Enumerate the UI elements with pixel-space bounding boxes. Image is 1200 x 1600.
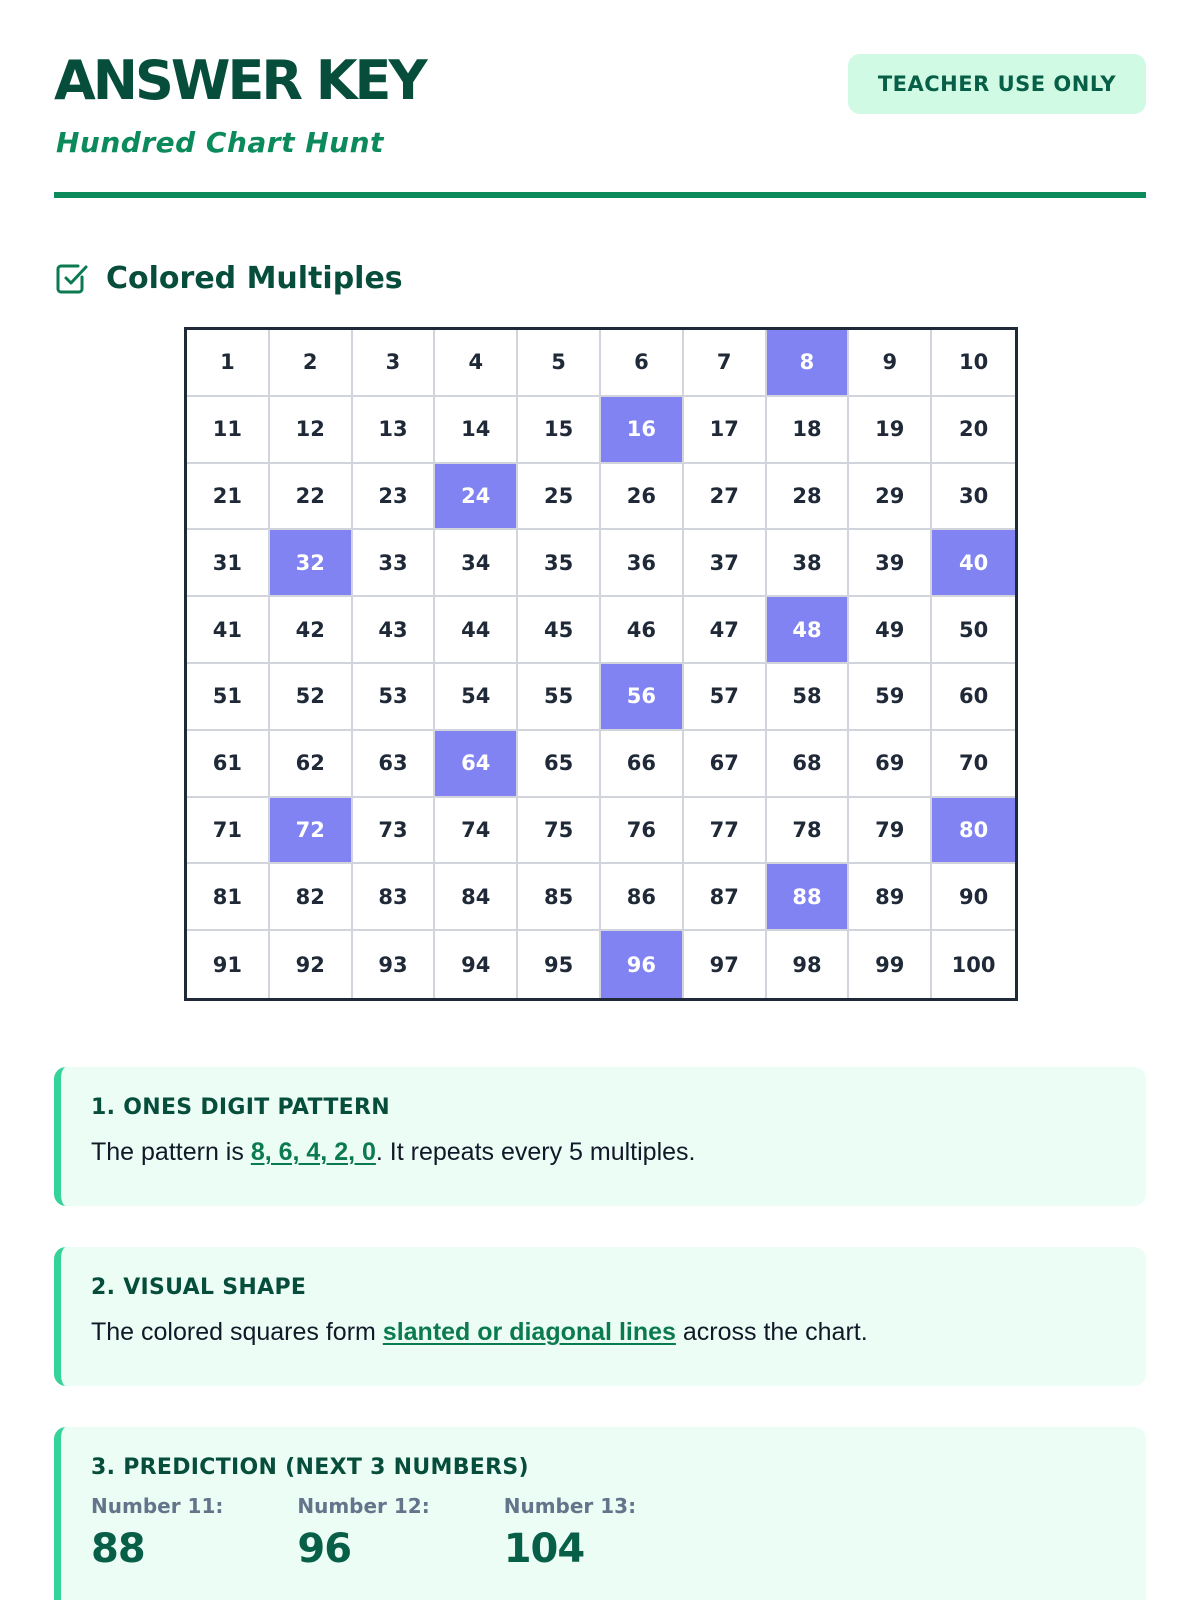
chart-cell: 3 xyxy=(353,330,436,397)
chart-cell: 87 xyxy=(684,864,767,931)
card-text xyxy=(91,1138,1116,1167)
visual-shape-card xyxy=(54,1247,1146,1386)
card-heading: 1. ONES DIGIT PATTERN xyxy=(91,1095,390,1120)
chart-cell: 83 xyxy=(353,864,436,931)
prediction-label: Number 12: xyxy=(297,1494,430,1518)
highlighted-chart-cell: 8 xyxy=(767,330,850,397)
highlighted-chart-cell: 72 xyxy=(270,798,353,865)
chart-cell: 73 xyxy=(353,798,436,865)
chart-cell: 100 xyxy=(932,931,1015,998)
chart-cell: 54 xyxy=(435,664,518,731)
chart-cell: 17 xyxy=(684,397,767,464)
text-after: . It repeats every 5 multiples. xyxy=(375,1138,696,1166)
text-before: The pattern is xyxy=(91,1138,251,1166)
chart-cell: 27 xyxy=(684,464,767,531)
highlighted-chart-cell: 48 xyxy=(767,597,850,664)
chart-cell: 99 xyxy=(849,931,932,998)
chart-cell: 95 xyxy=(518,931,601,998)
chart-cell: 82 xyxy=(270,864,353,931)
answer-text: slanted or diagonal lines xyxy=(382,1318,676,1346)
chart-cell: 19 xyxy=(849,397,932,464)
section-heading xyxy=(54,256,403,300)
chart-cell: 38 xyxy=(767,530,850,597)
chart-cell: 71 xyxy=(187,798,270,865)
chart-cell: 28 xyxy=(767,464,850,531)
chart-cell: 36 xyxy=(601,530,684,597)
card-text xyxy=(91,1318,1116,1347)
chart-cell: 46 xyxy=(601,597,684,664)
highlighted-chart-cell: 16 xyxy=(601,397,684,464)
chart-cell: 58 xyxy=(767,664,850,731)
chart-cell: 53 xyxy=(353,664,436,731)
chart-cell: 22 xyxy=(270,464,353,531)
prediction-label: Number 11: xyxy=(91,1494,224,1518)
chart-cell: 86 xyxy=(601,864,684,931)
chart-cell: 42 xyxy=(270,597,353,664)
prediction-value: 104 xyxy=(503,1526,585,1572)
chart-cell: 63 xyxy=(353,731,436,798)
chart-cell: 47 xyxy=(684,597,767,664)
chart-cell: 6 xyxy=(601,330,684,397)
chart-cell: 39 xyxy=(849,530,932,597)
chart-cell: 93 xyxy=(353,931,436,998)
chart-cell: 4 xyxy=(435,330,518,397)
highlighted-chart-cell: 80 xyxy=(932,798,1015,865)
chart-cell: 1 xyxy=(187,330,270,397)
chart-cell: 50 xyxy=(932,597,1015,664)
chart-cell: 98 xyxy=(767,931,850,998)
prediction-label: Number 13: xyxy=(503,1494,637,1518)
chart-cell: 49 xyxy=(849,597,932,664)
teacher-badge: TEACHER USE ONLY xyxy=(848,54,1146,114)
highlighted-chart-cell: 88 xyxy=(767,864,850,931)
chart-cell: 61 xyxy=(187,731,270,798)
chart-cell: 29 xyxy=(849,464,932,531)
highlighted-chart-cell: 32 xyxy=(270,530,353,597)
text-before: The colored squares form xyxy=(91,1318,383,1346)
chart-cell: 37 xyxy=(684,530,767,597)
chart-cell: 21 xyxy=(187,464,270,531)
chart-cell: 34 xyxy=(435,530,518,597)
chart-cell: 26 xyxy=(601,464,684,531)
chart-cell: 66 xyxy=(601,731,684,798)
chart-cell: 10 xyxy=(932,330,1015,397)
chart-cell: 84 xyxy=(435,864,518,931)
chart-cell: 23 xyxy=(353,464,436,531)
highlighted-chart-cell: 24 xyxy=(435,464,518,531)
chart-cell: 77 xyxy=(684,798,767,865)
chart-cell: 15 xyxy=(518,397,601,464)
chart-cell: 25 xyxy=(518,464,601,531)
chart-cell: 91 xyxy=(187,931,270,998)
chart-cell: 11 xyxy=(187,397,270,464)
chart-cell: 14 xyxy=(435,397,518,464)
chart-cell: 2 xyxy=(270,330,353,397)
chart-cell: 18 xyxy=(767,397,850,464)
chart-cell: 59 xyxy=(849,664,932,731)
chart-cell: 74 xyxy=(435,798,518,865)
chart-cell: 5 xyxy=(518,330,601,397)
highlighted-chart-cell: 40 xyxy=(932,530,1015,597)
highlighted-chart-cell: 96 xyxy=(601,931,684,998)
page-subtitle: Hundred Chart Hunt xyxy=(56,126,384,159)
chart-cell: 76 xyxy=(601,798,684,865)
chart-cell: 7 xyxy=(684,330,767,397)
text-after: across the chart. xyxy=(675,1318,868,1346)
chart-cell: 90 xyxy=(932,864,1015,931)
chart-cell: 9 xyxy=(849,330,932,397)
chart-cell: 52 xyxy=(270,664,353,731)
chart-cell: 55 xyxy=(518,664,601,731)
page-header xyxy=(54,0,1146,198)
chart-cell: 70 xyxy=(932,731,1015,798)
highlighted-chart-cell: 56 xyxy=(601,664,684,731)
answer-text: 8, 6, 4, 2, 0 xyxy=(250,1138,376,1166)
chart-cell: 85 xyxy=(518,864,601,931)
prediction-item xyxy=(297,1494,429,1572)
chart-cell: 41 xyxy=(187,597,270,664)
chart-cell: 12 xyxy=(270,397,353,464)
chart-cell: 35 xyxy=(518,530,601,597)
chart-cell: 94 xyxy=(435,931,518,998)
page-title: ANSWER KEY xyxy=(54,49,425,112)
chart-cell: 89 xyxy=(849,864,932,931)
section-title: Colored Multiples xyxy=(106,260,403,296)
chart-cell: 60 xyxy=(932,664,1015,731)
chart-cell: 78 xyxy=(767,798,850,865)
prediction-value: 88 xyxy=(91,1526,145,1572)
card-heading: 3. PREDICTION (NEXT 3 NUMBERS) xyxy=(91,1455,529,1480)
prediction-item xyxy=(91,1494,223,1572)
chart-cell: 31 xyxy=(187,530,270,597)
chart-cell: 45 xyxy=(518,597,601,664)
chart-cell: 20 xyxy=(932,397,1015,464)
chart-cell: 51 xyxy=(187,664,270,731)
ones-digit-card xyxy=(54,1067,1146,1206)
chart-cell: 30 xyxy=(932,464,1015,531)
chart-cell: 43 xyxy=(353,597,436,664)
chart-cell: 75 xyxy=(518,798,601,865)
chart-cell: 65 xyxy=(518,731,601,798)
prediction-item xyxy=(504,1494,636,1572)
chart-cell: 62 xyxy=(270,731,353,798)
chart-cell: 13 xyxy=(353,397,436,464)
chart-cell: 57 xyxy=(684,664,767,731)
chart-cell: 92 xyxy=(270,931,353,998)
checkbox-icon xyxy=(54,260,90,296)
card-heading: 2. VISUAL SHAPE xyxy=(91,1275,307,1300)
chart-cell: 97 xyxy=(684,931,767,998)
chart-cell: 69 xyxy=(849,731,932,798)
prediction-card xyxy=(54,1427,1146,1600)
hundred-chart xyxy=(184,327,1018,1001)
chart-cell: 33 xyxy=(353,530,436,597)
chart-cell: 67 xyxy=(684,731,767,798)
chart-cell: 81 xyxy=(187,864,270,931)
chart-cell: 79 xyxy=(849,798,932,865)
chart-cell: 44 xyxy=(435,597,518,664)
prediction-value: 96 xyxy=(297,1526,352,1572)
chart-cell: 68 xyxy=(767,731,850,798)
highlighted-chart-cell: 64 xyxy=(435,731,518,798)
predictions xyxy=(91,1494,1116,1572)
